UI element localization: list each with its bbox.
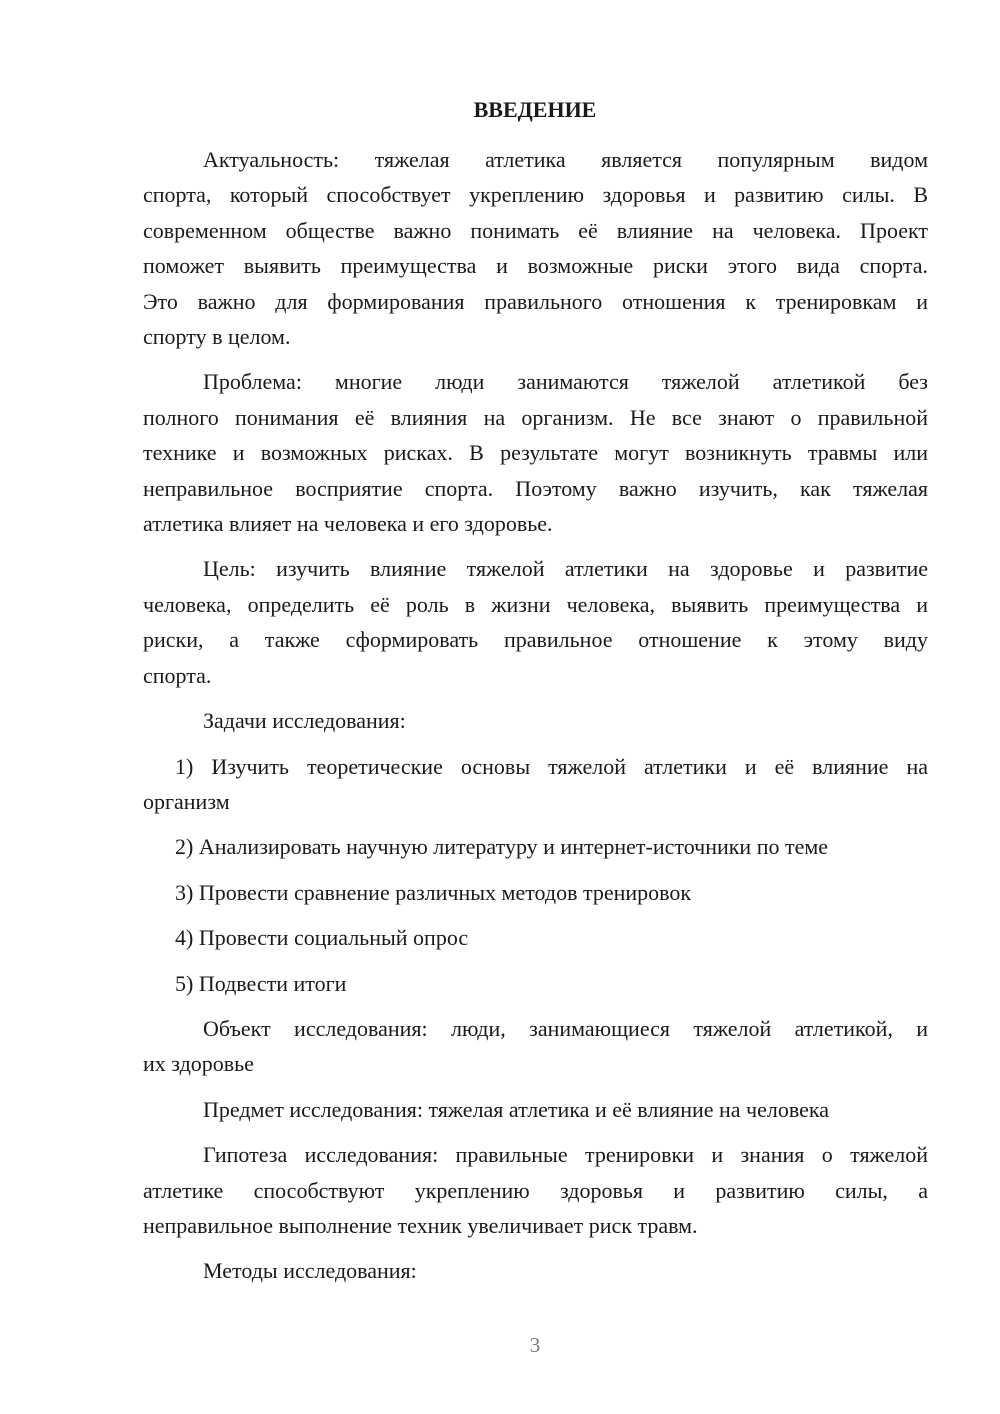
text-line: 5) Подвести итоги [175, 970, 347, 996]
text-line: Методы исследования: [203, 1258, 417, 1284]
text-line: их здоровье [143, 1051, 254, 1077]
text-line: 2) Анализировать научную литературу и интернет-источники по теме [175, 834, 829, 860]
text-line: организм [143, 788, 230, 814]
paragraph [143, 920, 928, 955]
text-line: современном обществе важно понимать её влияние на человека. Проект [143, 217, 928, 243]
paragraph [143, 749, 928, 820]
paragraph [143, 142, 928, 354]
paragraph [143, 1092, 928, 1127]
paragraph [143, 1011, 928, 1082]
paragraph [143, 703, 928, 738]
text-line: неправильное выполнение техник увеличивает риск травм. [143, 1212, 698, 1238]
text-line: 4) Провести социальный опрос [175, 925, 469, 951]
paragraph [143, 1137, 928, 1243]
paragraph [143, 1253, 928, 1288]
paragraph [143, 551, 928, 693]
text-line: Гипотеза исследования: правильные тренировки и знания о тяжелой [203, 1142, 928, 1168]
section-title: ВВЕДЕНИЕ [473, 97, 597, 122]
text-line: Актуальность: тяжелая атлетика является популярным видом [203, 147, 928, 172]
text-line: технике и возможных рисках. В результате могут возникнуть травмы или [143, 440, 928, 466]
document-body [143, 142, 928, 1299]
paragraph [143, 966, 928, 1001]
paragraph [143, 364, 928, 541]
text-line: атлетика влияет на человека и его здоровье. [143, 511, 553, 537]
text-line: Цель: изучить влияние тяжелой атлетики на здоровье и развитие [203, 556, 928, 582]
text-line: атлетике способствуют укреплению здоровья и развитию силы, а [143, 1177, 928, 1203]
text-line: 3) Провести сравнение различных методов тренировок [175, 879, 692, 905]
text-line: спорту в целом. [143, 324, 291, 350]
text-line: неправильное восприятие спорта. Поэтому важно изучить, как тяжелая [143, 475, 928, 501]
page-number: 3 [529, 1333, 541, 1357]
text-line: спорта, который способствует укреплению здоровья и развитию силы. В [143, 182, 928, 208]
text-line: Объект исследования: люди, занимающиеся тяжелой атлетикой, и [203, 1015, 928, 1041]
text-line: 1) Изучить теоретические основы тяжелой атлетики и её влияние на [175, 753, 928, 779]
paragraph [143, 875, 928, 910]
text-line: спорта. [143, 662, 212, 688]
text-line: Это важно для формирования правильного отношения к тренировкам и [143, 288, 928, 314]
text-line: Предмет исследования: тяжелая атлетика и её влияние на человека [203, 1096, 830, 1122]
text-line: Задачи исследования: [203, 708, 406, 734]
text-line: человека, определить её роль в жизни человека, выявить преимущества и [143, 591, 928, 617]
text-line: полного понимания её влияния на организм. Не все знают о правильной [143, 404, 928, 430]
text-line: поможет выявить преимущества и возможные риски этого вида спорта. [143, 253, 928, 279]
text-line: Проблема: многие люди занимаются тяжелой атлетикой без [203, 369, 928, 395]
text-line: риски, а также сформировать правильное отношение к этому виду [143, 627, 928, 653]
paragraph [143, 829, 928, 864]
